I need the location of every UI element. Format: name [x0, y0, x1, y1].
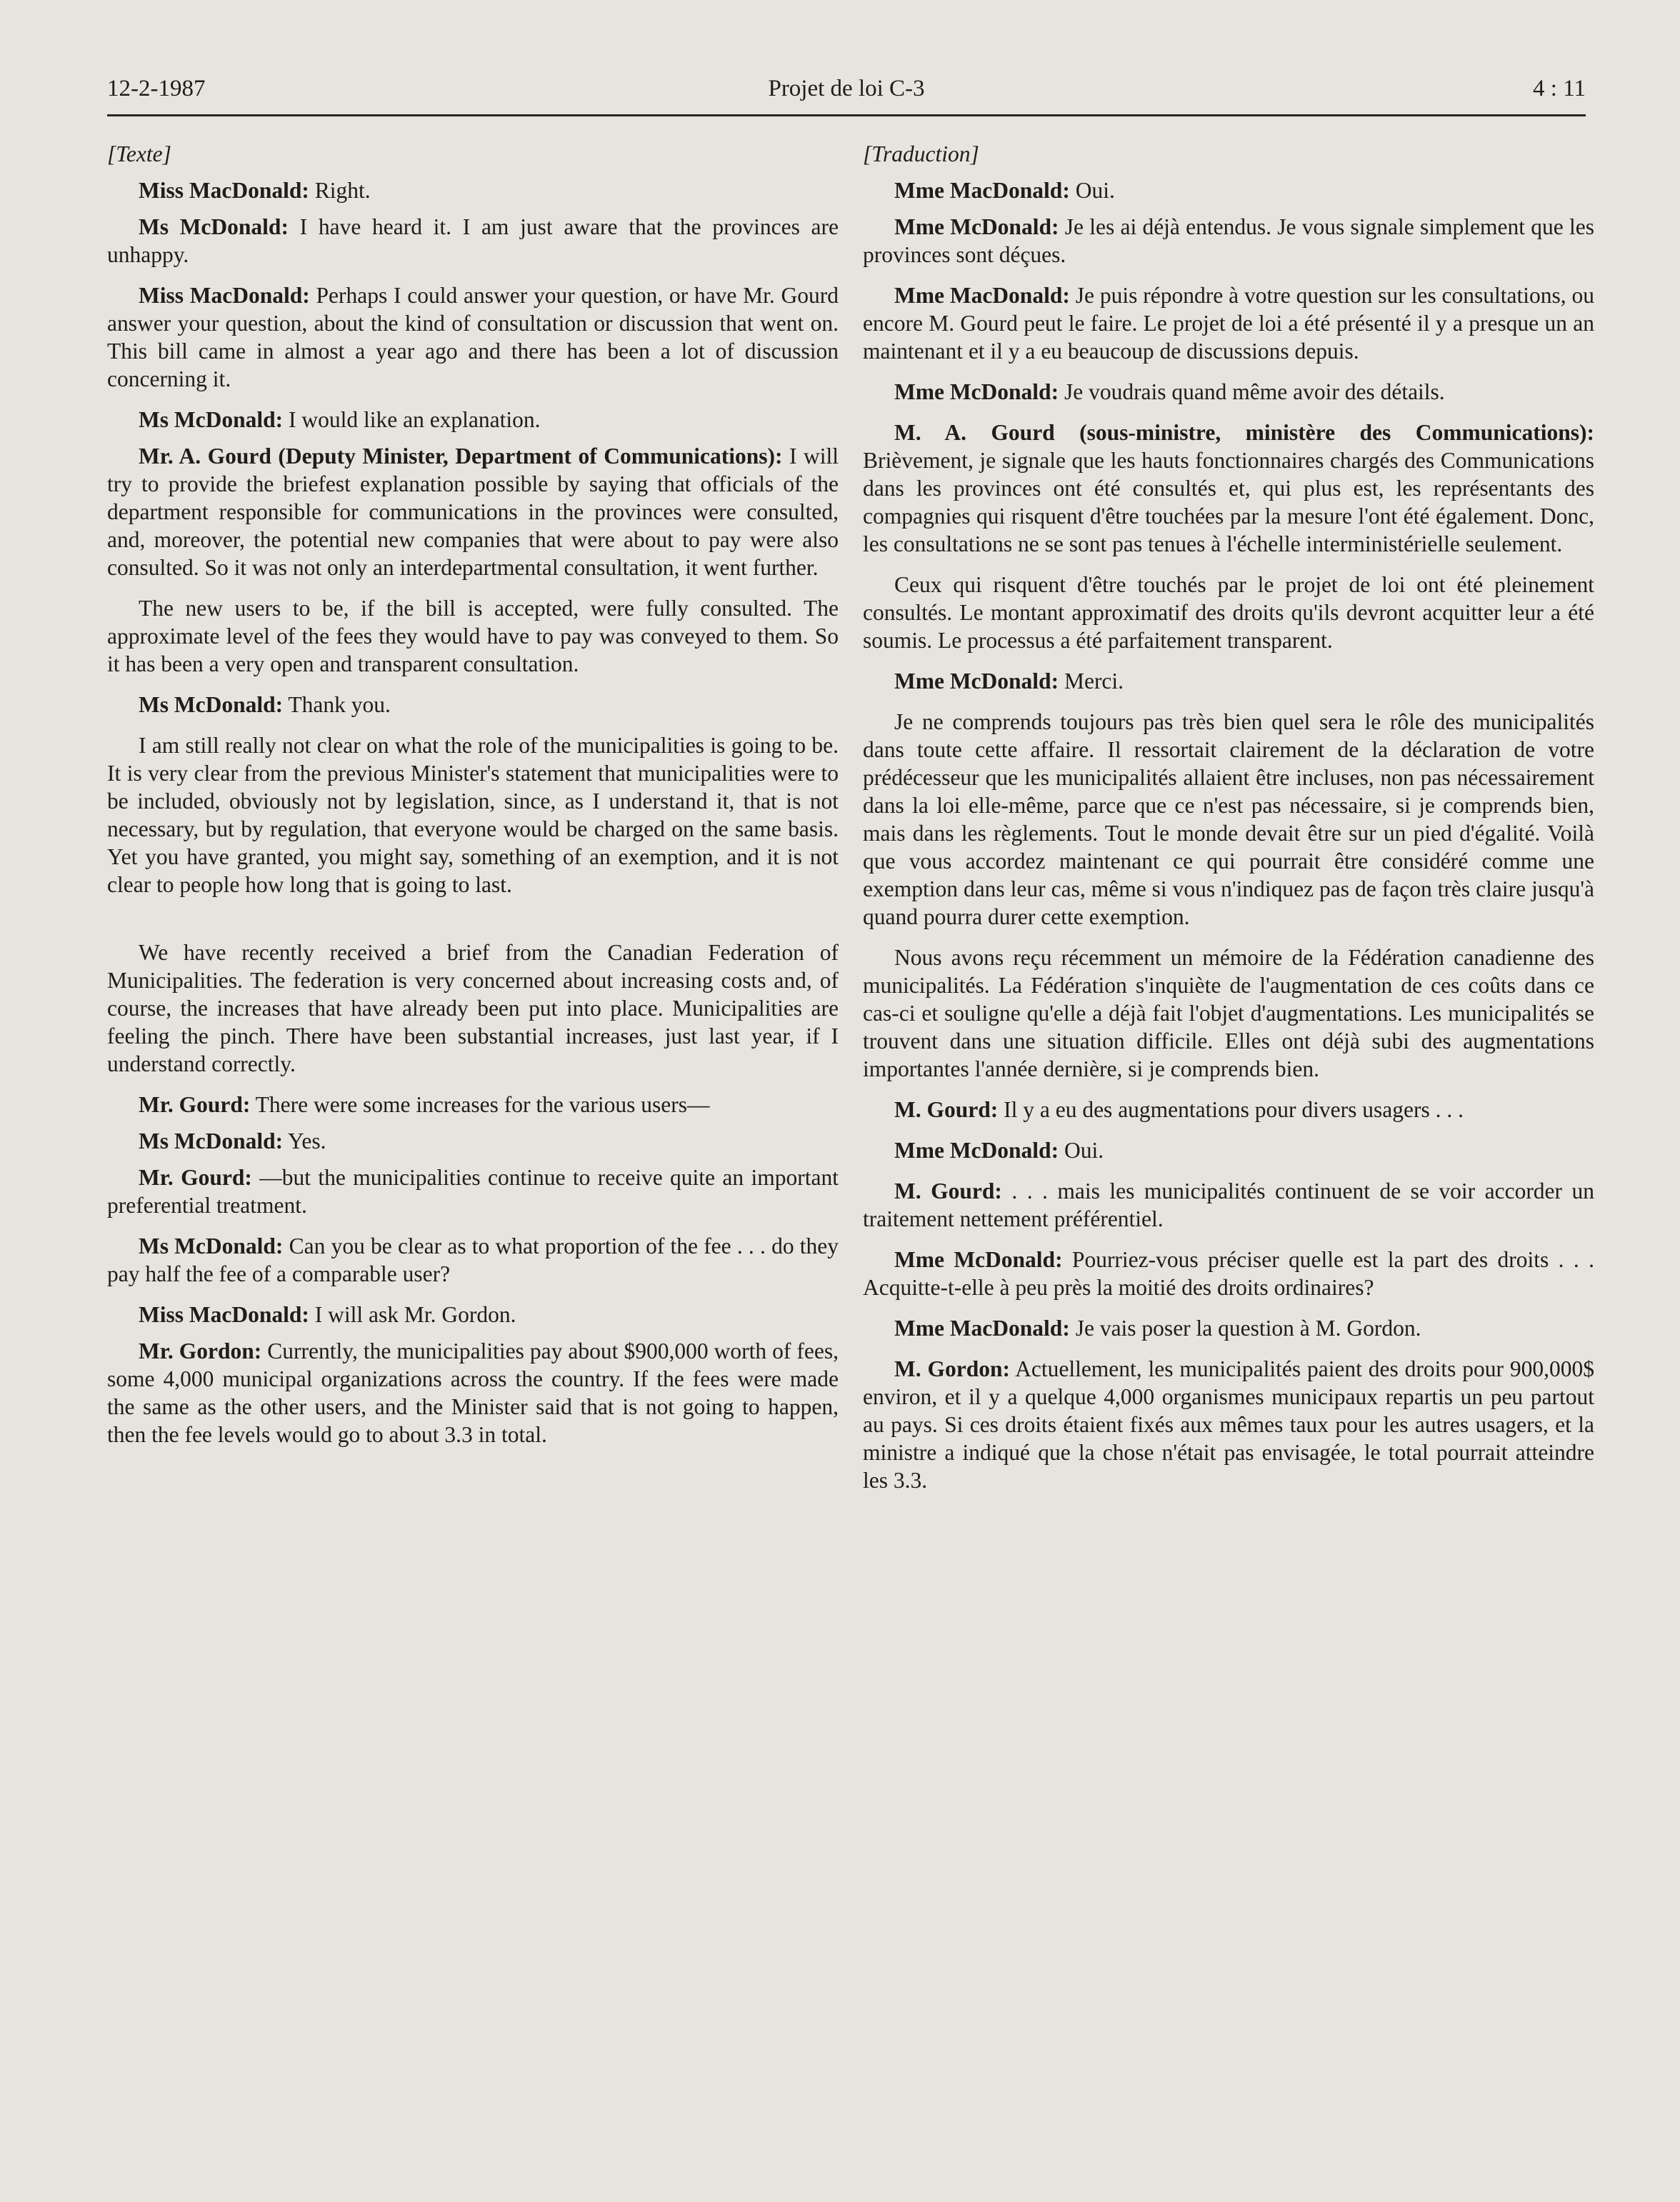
paragraph-text: Il y a eu des augmentations pour divers usagers . . .: [998, 1097, 1464, 1122]
speaker: M. Gourd:: [894, 1097, 999, 1122]
paragraph-text: Brièvement, je signale que les hauts fonctionnaires chargés des Communications dans les provinces ont été consultés et, qui plus est, les représentants des compagnies qui risquent d'être touchées par la mesure l'ont été également. Donc, les consultations ne se sont pas tenues à l'échelle interministérielle seulement.: [863, 448, 1594, 556]
paragraph-text: Right.: [309, 178, 371, 203]
paragraph: [863, 213, 1594, 269]
paragraph-text: Merci.: [1059, 669, 1124, 694]
paragraph-text: We have recently received a brief from the Canadian Federation of Municipalities. The federation is very concerned about increasing costs and, of course, the increases that have already been put into place. Municipalities are feeling the pinch. There have been substantial increases, just last year, if I understand correctly.: [107, 940, 839, 1076]
paragraph: [863, 1355, 1594, 1494]
paragraph: [863, 571, 1594, 654]
paragraph-text: I have heard it. I am just aware that the provinces are unhappy.: [107, 214, 839, 267]
speaker: Mme McDonald:: [894, 669, 1059, 694]
paragraph-text: I will try to provide the briefest explanation possible by saying that officials of the department responsible for communications in the provinces were consulted, and, moreover, the potential new companies that were about to pay were also consulted. So it was not only an interdepartmental consultation, it went further.: [107, 444, 839, 580]
paragraph: [107, 1163, 839, 1219]
paragraph: [107, 939, 839, 1078]
speaker: Miss MacDonald:: [139, 283, 310, 308]
paragraph: [863, 1246, 1594, 1301]
speaker: M. A. Gourd (sous-ministre, ministère des Communications):: [894, 420, 1594, 445]
paragraph: [863, 176, 1594, 204]
speaker: Mr. Gourd:: [139, 1165, 252, 1190]
paragraph: [107, 731, 839, 899]
speaker: M. Gordon:: [894, 1356, 1010, 1381]
header-date: 12-2-1987: [107, 76, 206, 101]
header-page-number: 4 : 11: [1533, 76, 1586, 101]
speaker: Mme MacDonald:: [894, 178, 1070, 203]
paragraph-text: Actuellement, les municipalités paient des droits pour 900,000$ environ, et il y a quelque 4,000 organismes municipaux repartis un peu partout au pays. Si ces droits étaient fixés aux mêmes taux pour les autres usagers, et la ministre a indiqué que la chose n'était pas envisagée, le total pourrait atteindre les 3.3.: [863, 1356, 1594, 1493]
paragraph: [863, 419, 1594, 558]
paragraph: [107, 1301, 839, 1328]
paragraph: [863, 281, 1594, 365]
paragraph-text: Thank you.: [283, 692, 391, 717]
paragraph-text: Pourriez-vous préciser quelle est la part des droits . . . Acquitte-t-elle à peu près la moitié des droits ordinaires?: [863, 1247, 1594, 1300]
paragraph: [863, 708, 1594, 931]
paragraph: [107, 406, 839, 434]
speaker: Ms McDonald:: [139, 1128, 284, 1153]
paragraph-text: Currently, the municipalities pay about $900,000 worth of fees, some 4,000 municipal organizations across the country. If the fees were made the same as the other users, and the Minister said that is not going to happen, then the fee levels would go to about 3.3 in total.: [107, 1338, 839, 1447]
speaker: Mr. A. Gourd (Deputy Minister, Department of Communications):: [139, 444, 783, 469]
paragraph-text: I would like an explanation.: [283, 407, 541, 432]
speaker: Mr. Gourd:: [139, 1092, 251, 1117]
header-title: Projet de loi C-3: [768, 76, 925, 101]
paragraph-text: . . . mais les municipalités continuent de se voir accorder un traitement nettement préférentiel.: [863, 1178, 1595, 1231]
english-column: [107, 140, 839, 1461]
paragraph-text: Ceux qui risquent d'être touchés par le projet de loi ont été pleinement consultés. Le montant approximatif des droits qu'ils devront acquitter leur a été soumis. Le processus a été parfaitement transparent.: [863, 572, 1594, 653]
paragraph: [107, 691, 839, 719]
speaker: M. Gourd:: [894, 1178, 1002, 1203]
paragraph: [863, 378, 1594, 406]
paragraph-text: Yes.: [283, 1128, 326, 1153]
speaker: Ms McDonald:: [139, 692, 284, 717]
speaker: Ms McDonald:: [139, 214, 289, 239]
section-label-traduction: [Traduction]: [863, 141, 979, 166]
speaker: Mme MacDonald:: [894, 1316, 1070, 1341]
paragraph: [863, 1136, 1594, 1164]
speaker: Ms McDonald:: [139, 407, 284, 432]
paragraph-text: Je les ai déjà entendus. Je vous signale simplement que les provinces sont déçues.: [863, 214, 1594, 267]
paragraph-text: There were some increases for the various users—: [250, 1092, 710, 1117]
paragraph-text: I am still really not clear on what the role of the municipalities is going to be. It is very clear from the previous Minister's statement that municipalities were to be included, obviously not by legislation, since, as I understand it, that is not necessary, but by regulation, that everyone would be charged on the same basis. Yet you have granted, you might say, something of an exemption, and it is not clear to people how long that is going to last.: [107, 733, 839, 897]
speaker: Miss MacDonald:: [139, 1302, 309, 1327]
paragraph: [863, 1096, 1594, 1123]
paragraph: [107, 1232, 839, 1288]
paragraph: [107, 176, 839, 204]
french-column: [863, 140, 1594, 1507]
speaker: Miss MacDonald:: [139, 178, 309, 203]
speaker: Ms McDonald:: [139, 1233, 284, 1258]
speaker: Mme MacDonald:: [894, 283, 1070, 308]
section-label-texte: [Texte]: [107, 141, 171, 166]
paragraph: [107, 594, 839, 678]
paragraph: [863, 944, 1594, 1083]
paragraph-text: I will ask Mr. Gordon.: [309, 1302, 516, 1327]
paragraph: [107, 1337, 839, 1448]
speaker: Mme McDonald:: [894, 214, 1059, 239]
paragraph-text: —but the municipalities continue to receive quite an important preferential treatment.: [107, 1165, 839, 1218]
paragraph-text: Oui.: [1059, 1138, 1104, 1163]
paragraph: [107, 1127, 839, 1155]
paragraph-text: Can you be clear as to what proportion of the fee . . . do they pay half the fee of a comparable user?: [107, 1233, 839, 1286]
speaker: Mme McDonald:: [894, 1138, 1059, 1163]
paragraph-text: The new users to be, if the bill is accepted, were fully consulted. The approximate level of the fees they would have to pay was conveyed to them. So it has been a very open and transparent consultation.: [107, 596, 839, 676]
paragraph: [863, 667, 1594, 695]
paragraph-text: Perhaps I could answer your question, or have Mr. Gourd answer your question, about the kind of consultation or discussion that went on. This bill came in almost a year ago and there has been a lot of discussion concerning it.: [107, 283, 839, 391]
speaker: Mme McDonald:: [894, 1247, 1063, 1272]
speaker: Mr. Gordon:: [139, 1338, 262, 1363]
paragraph-text: Je puis répondre à votre question sur les consultations, ou encore M. Gourd peut le faire. Le projet de loi a été présenté il y a presque un an maintenant et il y a eu beaucoup de discussions depuis.: [863, 283, 1594, 364]
paragraph: [107, 442, 839, 581]
speaker: Mme McDonald:: [894, 379, 1059, 404]
page-header: [107, 71, 1586, 116]
paragraph-text: Je vais poser la question à M. Gordon.: [1069, 1316, 1421, 1341]
paragraph: [863, 1314, 1594, 1342]
paragraph-text: Je ne comprends toujours pas très bien quel sera le rôle des municipalités dans toute cette affaire. Il ressortait clairement de la déclaration de votre prédécesseur que les municipalités allaient être incluses, non pas nécessairement dans la loi elle-même, parce que ce n'est pas nécessaire, si je comprends bien, mais dans les règlements. Tout le monde devait être sur un pied d'égalité. Voilà que vous accordez maintenant ce qui pourrait être considéré comme une exemption dans leur cas, même si vous n'indiquez pas de façon très claire jusqu'à quand pourra durer cette exemption.: [863, 709, 1594, 929]
paragraph-text: Oui.: [1069, 178, 1115, 203]
paragraph-text: Je voudrais quand même avoir des détails.: [1059, 379, 1445, 404]
paragraph: [107, 281, 839, 393]
paragraph: [863, 1177, 1594, 1233]
paragraph: [107, 213, 839, 269]
paragraph-text: Nous avons reçu récemment un mémoire de la Fédération canadienne des municipalités. La Fédération s'inquiète de l'augmentation de ces coûts dans ce cas-ci et souligne qu'elle a déjà fait l'objet d'augmentations. Les municipalités se trouvent dans une situation difficile. Elles ont déjà subi des augmentations importantes l'année dernière, si je comprends bien.: [863, 945, 1594, 1081]
paragraph: [107, 1091, 839, 1118]
